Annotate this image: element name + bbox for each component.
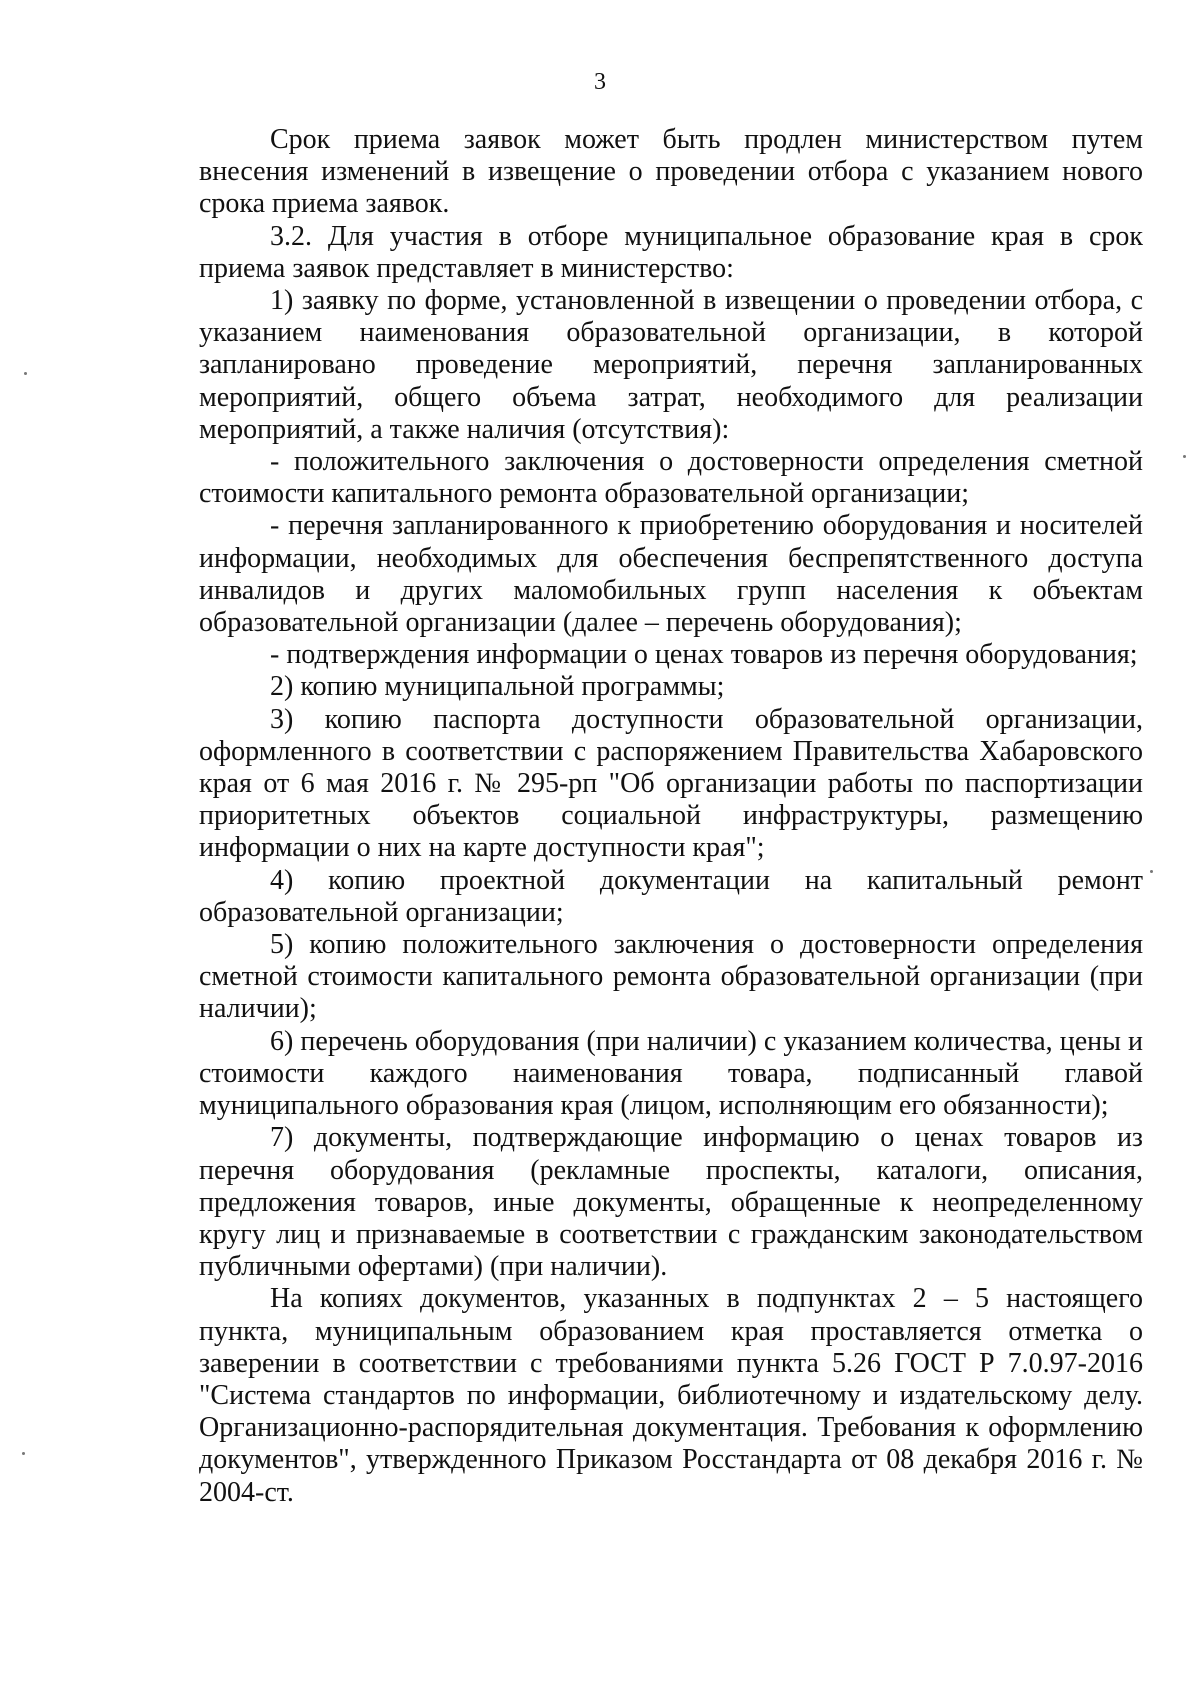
paragraph-item-7-price-documents: 7) документы, подтверждающие информацию о ценах товаров из перечня оборудования (рекламные проспекты, каталоги, описания, предложения товаров, иные документы, обращенные к неопределенному кругу лиц и признаваемые в соответствии с гражданским законодательством публичными офертами) (при наличии).	[199, 1122, 1143, 1283]
paragraph-item-5-estimate-conclusion: 5) копию положительного заключения о достоверности определения сметной стоимости капитального ремонта образовательной организации (при наличии);	[199, 929, 1143, 1025]
scan-speck	[24, 372, 27, 375]
scan-speck	[1183, 455, 1186, 458]
paragraph-item-3-accessibility-passport: 3) копию паспорта доступности образовательной организации, оформленного в соответствии с распоряжением Правительства Хабаровского края от 6 мая 2016 г. № 295-рп "Об организации работы по паспортизации приоритетных объектов социальной инфраструктуры, размещению информации о них на карте доступности края";	[199, 703, 1143, 864]
paragraph-application-deadline-extension: Срок приема заявок может быть продлен министерством путем внесения изменений в извещение о проведении отбора с указанием нового срока приема заявок.	[199, 124, 1143, 220]
page-number: 3	[594, 69, 606, 95]
paragraph-dash-equipment-list: - перечня запланированного к приобретению оборудования и носителей информации, необходимых для обеспечения беспрепятственного доступа инвалидов и других маломобильных групп населения к объектам образовательной организации (далее – перечень оборудования);	[199, 510, 1143, 639]
scan-speck	[1150, 870, 1153, 873]
scan-speck	[22, 1452, 25, 1455]
paragraph-dash-positive-conclusion: - положительного заключения о достоверности определения сметной стоимости капитального ремонта образовательной организации;	[199, 446, 1143, 510]
paragraph-item-1-application: 1) заявку по форме, установленной в извещении о проведении отбора, с указанием наименования образовательной организации, в которой запланировано проведение мероприятий, перечня запланированных мероприятий, общего объема затрат, необходимого для реализации мероприятий, а также наличия (отсутствия):	[199, 285, 1143, 445]
paragraph-copy-certification: На копиях документов, указанных в подпунктах 2 – 5 настоящего пункта, муниципальным образованием края проставляется отметка о заверении в соответствии с требованиями пункта 5.26 ГОСТ Р 7.0.97-2016 "Система стандартов по информации, библиотечному и издательскому делу. Организационно-распорядительная документация. Требования к оформлению документов", утвержденного Приказом Росстандарта от 08 декабря 2016 г. № 2004-ст.	[199, 1283, 1143, 1508]
paragraph-item-2-municipal-program: 2) копию муниципальной программы;	[270, 671, 725, 703]
paragraph-item-4-project-documentation: 4) копию проектной документации на капитальный ремонт образовательной организации;	[199, 864, 1143, 928]
paragraph-dash-price-confirmation: - подтверждения информации о ценах товаров из перечня оборудования;	[270, 639, 1138, 671]
document-body	[199, 124, 1143, 1509]
paragraph-item-6-equipment-list: 6) перечень оборудования (при наличии) с указанием количества, цены и стоимости каждого наименования товара, подписанный главой муниципального образования края (лицом, исполняющим его обязанности);	[199, 1025, 1143, 1122]
paragraph-3-2: 3.2. Для участия в отборе муниципальное образование края в срок приема заявок представляет в министерство:	[199, 220, 1143, 284]
